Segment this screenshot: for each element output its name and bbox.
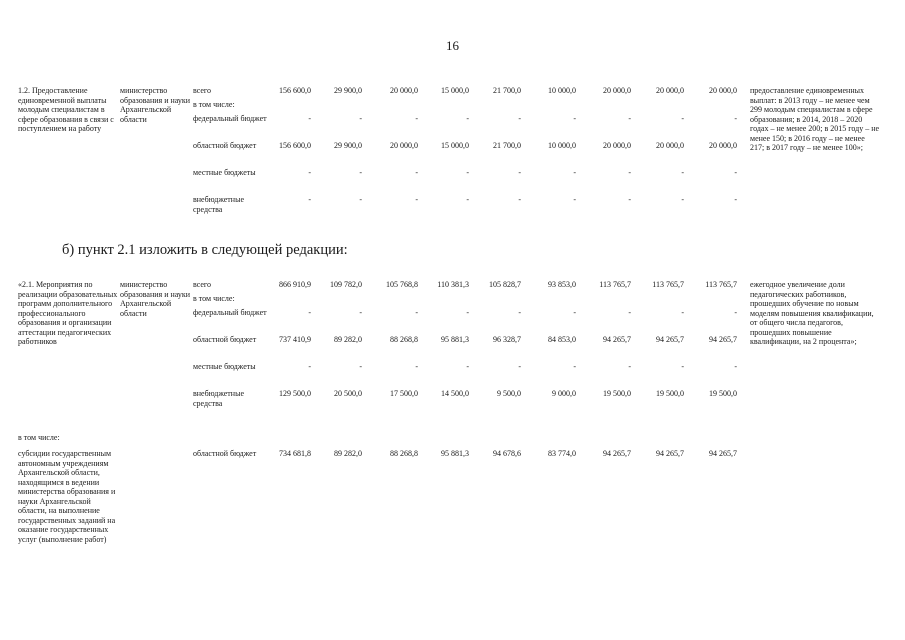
row-2-1-source-label: федеральный бюджет — [193, 308, 267, 317]
row-2-1-value-cell: - — [466, 362, 469, 371]
row-1-2-value-cell: - — [466, 114, 469, 123]
row-1-2-value-cell: 20 000,0 — [390, 86, 418, 95]
row-1-2-value-cell: - — [359, 114, 362, 123]
row-1-2-value-cell: - — [573, 195, 576, 204]
row-1-2-executor: министерство образования и науки Архангельской области — [120, 86, 191, 124]
row-2-1-value-cell: 9 500,0 — [497, 389, 521, 398]
row-1-2-description: 1.2. Предоставление единовременной выплаты молодым специалистам в сфере образования в связи с поступлением на работу — [18, 86, 114, 133]
row-2-1-value-cell: 105 828,7 — [489, 280, 521, 289]
row-1-2-source-label: областной бюджет — [193, 141, 257, 150]
row-1-2-value-cell: 20 000,0 — [656, 86, 684, 95]
row-2-1-value-cell: - — [628, 308, 631, 317]
row-1-2-value-cell: 20 000,0 — [656, 141, 684, 150]
row-1-2-value-cell: 10 000,0 — [548, 86, 576, 95]
row-1-2-value-cell: 21 700,0 — [493, 86, 521, 95]
subsidy-source: областной бюджет — [193, 449, 257, 458]
row-2-1-value-cell: 84 853,0 — [548, 335, 576, 344]
row-2-1-value-cell: 20 500,0 — [334, 389, 362, 398]
row-2-1-value-cell: 113 765,7 — [652, 280, 684, 289]
row-2-1-value-cell: - — [308, 308, 311, 317]
row-2-1-note: ежегодное увеличение доли педагогических работников, прошедших обучение по новым моделям повышения квалификации, от общего числа педагогов, прошедших повышение квалификации, на 2 процента»; — [750, 280, 874, 346]
row-1-2-value-cell: - — [734, 114, 737, 123]
row-2-1-source-label: областной бюджет — [193, 335, 257, 344]
row-2-1-value-cell: 105 768,8 — [386, 280, 418, 289]
row-2-1-value-cell: 113 765,7 — [705, 280, 737, 289]
row-1-2-value-cell: - — [681, 114, 684, 123]
row-2-1-source-label: местные бюджеты — [193, 362, 256, 371]
row-1-2-value-cell: 15 000,0 — [441, 141, 469, 150]
subsidy-value-cell: 88 268,8 — [390, 449, 418, 458]
row-1-2-value-cell: 29 900,0 — [334, 141, 362, 150]
row-1-2-value-cell: 20 000,0 — [603, 141, 631, 150]
row-2-1-value-cell: 94 265,7 — [709, 335, 737, 344]
row-2-1-value-cell: 19 500,0 — [656, 389, 684, 398]
row-1-2-source-label: всего — [193, 86, 212, 95]
row-2-1-value-cell: - — [734, 308, 737, 317]
row-1-2-value-cell: - — [734, 168, 737, 177]
row-2-1-source-label: в том числе: — [193, 294, 235, 303]
row-2-1-executor: министерство образования и науки Архангельской области — [120, 280, 191, 318]
row-2-1-value-cell: - — [518, 362, 521, 371]
row-2-1-value-cell: 9 000,0 — [552, 389, 576, 398]
row-1-2-value-cell: - — [573, 114, 576, 123]
row-2-1-value-cell: 14 500,0 — [441, 389, 469, 398]
subsidy-value-cell: 89 282,0 — [334, 449, 362, 458]
row-2-1-value-cell: 94 265,7 — [656, 335, 684, 344]
row-1-2-source-label: федеральный бюджет — [193, 114, 267, 123]
row-1-2-source-label: в том числе: — [193, 100, 235, 109]
row-1-2-note: предоставление единовременных выплат: в 2013 году – не менее чем 299 молодым специалистам в сфере образования; в 2014, 2018 – 2020 годах – не менее 200; в 2015 году – не менее 150; в 2016 году – не менее 217; в 2017 году – не менее 100»; — [750, 86, 880, 152]
subsidy-value-cell: 94 265,7 — [709, 449, 737, 458]
row-2-1-value-cell: - — [308, 362, 311, 371]
row-1-2-value-cell: 15 000,0 — [441, 86, 469, 95]
row-2-1-value-cell: 866 910,9 — [279, 280, 311, 289]
row-1-2-value-cell: 29 900,0 — [334, 86, 362, 95]
row-1-2-value-cell: - — [308, 168, 311, 177]
subsidy-value-cell: 83 774,0 — [548, 449, 576, 458]
row-1-2-value-cell: - — [518, 168, 521, 177]
row-1-2-value-cell: 20 000,0 — [603, 86, 631, 95]
row-1-2-source-label: внебюджетные средства — [193, 195, 244, 214]
row-1-2-value-cell: - — [308, 195, 311, 204]
row-1-2-value-cell: 20 000,0 — [390, 141, 418, 150]
row-1-2-value-cell: 156 600,0 — [279, 86, 311, 95]
row-1-2-value-cell: - — [359, 195, 362, 204]
page-number: 16 — [446, 38, 459, 53]
row-2-1-value-cell: - — [573, 362, 576, 371]
subsidy-value-cell: 95 881,3 — [441, 449, 469, 458]
row-1-2-value-cell: 10 000,0 — [548, 141, 576, 150]
row-2-1-value-cell: 113 765,7 — [599, 280, 631, 289]
row-2-1-value-cell: - — [573, 308, 576, 317]
row-1-2-value-cell: - — [415, 195, 418, 204]
row-1-2-value-cell: - — [573, 168, 576, 177]
subsidy-value-cell: 94 265,7 — [656, 449, 684, 458]
row-2-1-description: «2.1. Мероприятия по реализации образовательных программ дополнительного профессионального образования и организации аттестации педагогических работников — [18, 280, 118, 346]
subsidy-value-cell: 94 678,6 — [493, 449, 521, 458]
row-2-1-value-cell: 93 853,0 — [548, 280, 576, 289]
row-1-2-source-label: местные бюджеты — [193, 168, 256, 177]
subsidy-value-cell: 734 681,8 — [279, 449, 311, 458]
row-2-1-source-label: всего — [193, 280, 212, 289]
row-1-2-value-cell: 20 000,0 — [709, 141, 737, 150]
row-1-2-value-cell: 156 600,0 — [279, 141, 311, 150]
row-2-1-value-cell: 95 881,3 — [441, 335, 469, 344]
row-1-2-value-cell: 21 700,0 — [493, 141, 521, 150]
row-2-1-value-cell: - — [466, 308, 469, 317]
subsidy-value-cell: 94 265,7 — [603, 449, 631, 458]
row-2-1-value-cell: - — [518, 308, 521, 317]
row-1-2-value-cell: - — [466, 168, 469, 177]
row-1-2-value-cell: - — [628, 195, 631, 204]
row-2-1-value-cell: 129 500,0 — [279, 389, 311, 398]
row-2-1-value-cell: - — [734, 362, 737, 371]
row-1-2-value-cell: - — [628, 168, 631, 177]
subsidy-description: субсидии государственным автономным учреждениям Архангельской области, находящимся в ведении министерства образования и науки Архангельской области, на выполнение государственных заданий на оказание государственных услуг (выполнение работ) — [18, 449, 116, 544]
row-2-1-value-cell: 19 500,0 — [709, 389, 737, 398]
row-1-2-value-cell: - — [308, 114, 311, 123]
row-2-1-value-cell: 17 500,0 — [390, 389, 418, 398]
section-heading: б) пункт 2.1 изложить в следующей редакции: — [62, 242, 348, 258]
row-2-1-value-cell: - — [359, 308, 362, 317]
row-2-1-value-cell: 94 265,7 — [603, 335, 631, 344]
row-2-1-value-cell: 109 782,0 — [330, 280, 362, 289]
row-1-2-value-cell: - — [518, 114, 521, 123]
row-2-1-value-cell: 89 282,0 — [334, 335, 362, 344]
row-2-1-source-label: внебюджетные средства — [193, 389, 244, 408]
row-1-2-value-cell: - — [681, 168, 684, 177]
row-2-1-value-cell: - — [415, 362, 418, 371]
row-2-1-value-cell: - — [415, 308, 418, 317]
row-1-2-value-cell: - — [734, 195, 737, 204]
row-2-1-value-cell: - — [628, 362, 631, 371]
row-2-1-value-cell: 737 410,9 — [279, 335, 311, 344]
row-2-1-value-cell: - — [681, 362, 684, 371]
row-1-2-value-cell: - — [466, 195, 469, 204]
row-2-1-value-cell: 96 328,7 — [493, 335, 521, 344]
row-2-1-value-cell: 88 268,8 — [390, 335, 418, 344]
row-1-2-value-cell: - — [359, 168, 362, 177]
row-1-2-value-cell: 20 000,0 — [709, 86, 737, 95]
row-2-1-value-cell: - — [359, 362, 362, 371]
row-1-2-value-cell: - — [415, 168, 418, 177]
including-label: в том числе: — [18, 433, 60, 442]
row-1-2-value-cell: - — [518, 195, 521, 204]
row-2-1-value-cell: - — [681, 308, 684, 317]
row-2-1-value-cell: 19 500,0 — [603, 389, 631, 398]
row-1-2-value-cell: - — [628, 114, 631, 123]
row-1-2-value-cell: - — [415, 114, 418, 123]
row-2-1-value-cell: 110 381,3 — [437, 280, 469, 289]
row-1-2-value-cell: - — [681, 195, 684, 204]
